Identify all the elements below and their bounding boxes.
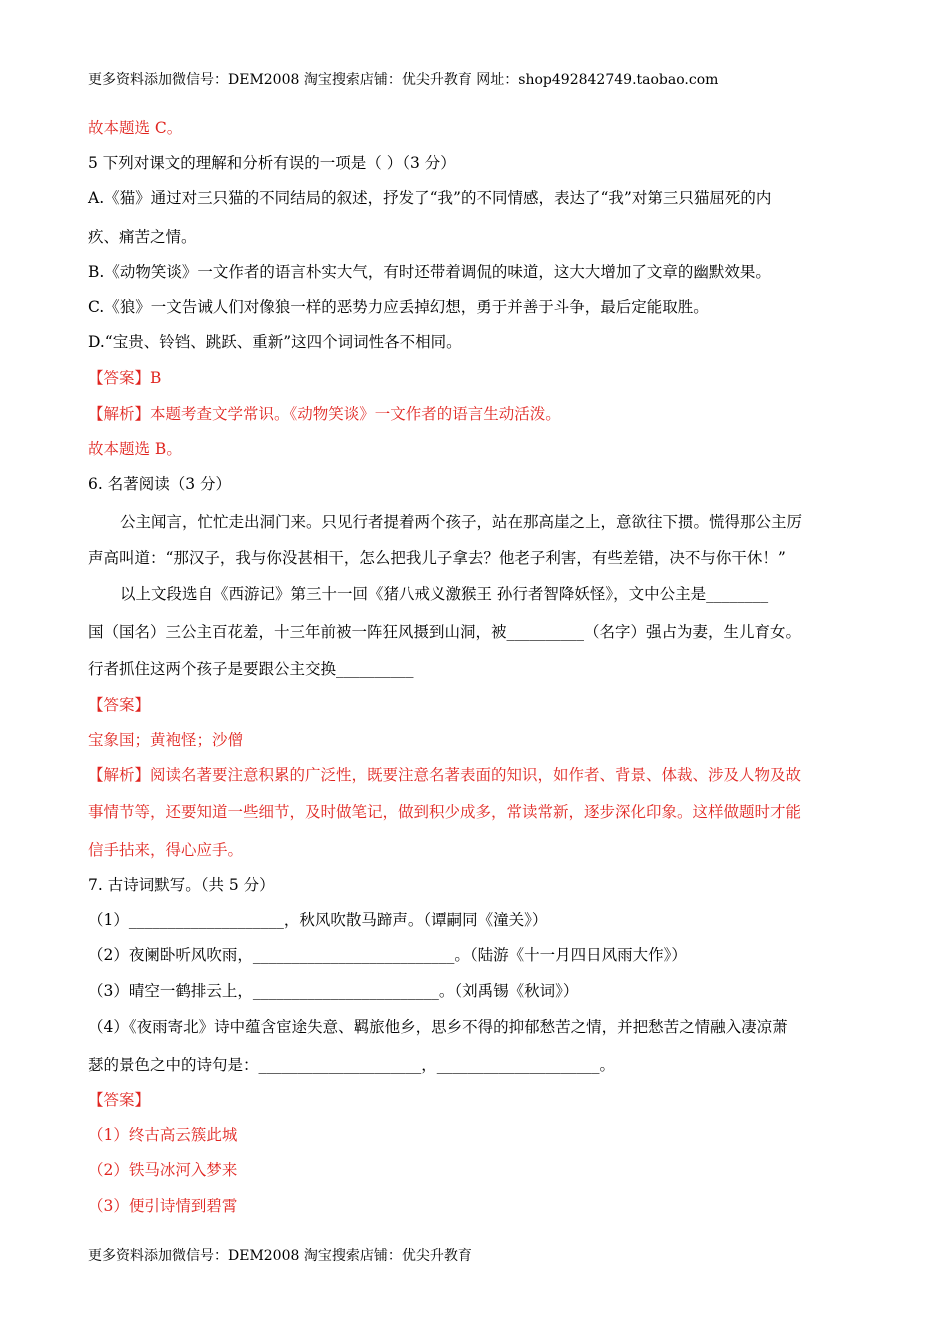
q5-option-b: B.《动物笑谈》一文作者的语言朴实大气，有时还带着调侃的味道，这大大增加了文章的幽默效果。 — [88, 263, 771, 281]
q7-item-4-line1: （4）《夜雨寄北》诗中蕴含宦途失意、羁旅他乡，思乡不得的抑郁愁苦之情，并把愁苦之情融入凄凉萧 — [88, 1018, 788, 1036]
q7-item-3: （3）晴空一鹤排云上，________________________。（刘禹锡《秋词》） — [88, 982, 579, 1000]
q6-question-line2: 国（国名）三公主百花羞，十三年前被一阵狂风摄到山洞，被__________（名字）强占为妻，生儿育女。 — [88, 623, 802, 641]
q5-answer: 【答案】B — [88, 369, 162, 387]
q7-answer-2: （2）铁马冰河入梦来 — [88, 1161, 238, 1179]
q7-item-1: （1）____________________，秋风吹散马蹄声。（谭嗣同《潼关》） — [88, 911, 548, 929]
q6-analysis-line2: 事情节等，还要知道一些细节，及时做笔记，做到积少成多，常读常新，逐步深化印象。这样做题时才能 — [88, 803, 802, 821]
q5-option-d: D.“宝贵、铃铛、跳跃、重新”这四个词词性各不相同。 — [88, 333, 462, 351]
q7-answer-1: （1）终古高云簇此城 — [88, 1126, 238, 1144]
q6-analysis-line3: 信手拈来，得心应手。 — [88, 841, 244, 859]
q7-item-2: （2）夜阑卧听风吹雨，__________________________。（陆游《十一月四日风雨大作》） — [88, 946, 687, 964]
q5-option-c: C.《狼》一文告诫人们对像狼一样的恶势力应丢掉幻想，勇于并善于斗争，最后定能取胜。 — [88, 298, 709, 316]
q6-answer-text: 宝象国；黄袍怪；沙僧 — [88, 731, 244, 749]
q6-passage-line1: 公主闻言，忙忙走出洞门来。只见行者提着两个孩子，站在那高崖之上，意欲往下掼。慌得那公主厉 — [120, 513, 803, 531]
q7-stem: 7. 古诗词默写。（共 5 分） — [88, 876, 275, 894]
q7-item-4-line2: 瑟的景色之中的诗句是：_____________________，_____________________。 — [88, 1056, 616, 1074]
q7-answer-label: 【答案】 — [88, 1091, 151, 1109]
q6-question-line1: 以上文段选自《西游记》第三十一回《猪八戒义激猴王 孙行者智降妖怪》，文中公主是________ — [120, 585, 769, 603]
q7-answer-3: （3）便引诗情到碧霄 — [88, 1197, 238, 1215]
q5-option-a-line1: A.《猫》通过对三只猫的不同结局的叙述，抒发了“我”的不同情感，表达了“我”对第三只猫屈死的内 — [88, 189, 772, 207]
q5-analysis: 【解析】本题考查文学常识。《动物笑谈》一文作者的语言生动活泼。 — [88, 405, 561, 423]
q6-passage-line2: 声高叫道：“那汉子，我与你没甚相干，怎么把我儿子拿去？他老子利害，有些差错，决不与你干休！” — [88, 549, 786, 567]
q5-option-a-line2: 疚、痛苦之情。 — [88, 228, 197, 246]
q6-question-line3: 行者抓住这两个孩子是要跟公主交换__________ — [88, 660, 414, 678]
q4-conclusion: 故本题选 C。 — [88, 119, 183, 137]
q6-answer-label: 【答案】 — [88, 696, 151, 714]
page-header: 更多资料添加微信号：DEM2008 淘宝搜索店铺：优尖升教育 网址：shop492842749.taobao.com — [88, 72, 719, 88]
page-footer: 更多资料添加微信号：DEM2008 淘宝搜索店铺：优尖升教育 — [88, 1248, 472, 1264]
q6-stem: 6. 名著阅读（3 分） — [88, 475, 232, 493]
q6-analysis-line1: 【解析】阅读名著要注意积累的广泛性，既要注意名著表面的知识，如作者、背景、体裁、涉及人物及故 — [88, 766, 802, 784]
q5-stem: 5 下列对课文的理解和分析有误的一项是（ ）（3 分） — [88, 154, 456, 172]
q5-conclusion: 故本题选 B。 — [88, 440, 182, 458]
